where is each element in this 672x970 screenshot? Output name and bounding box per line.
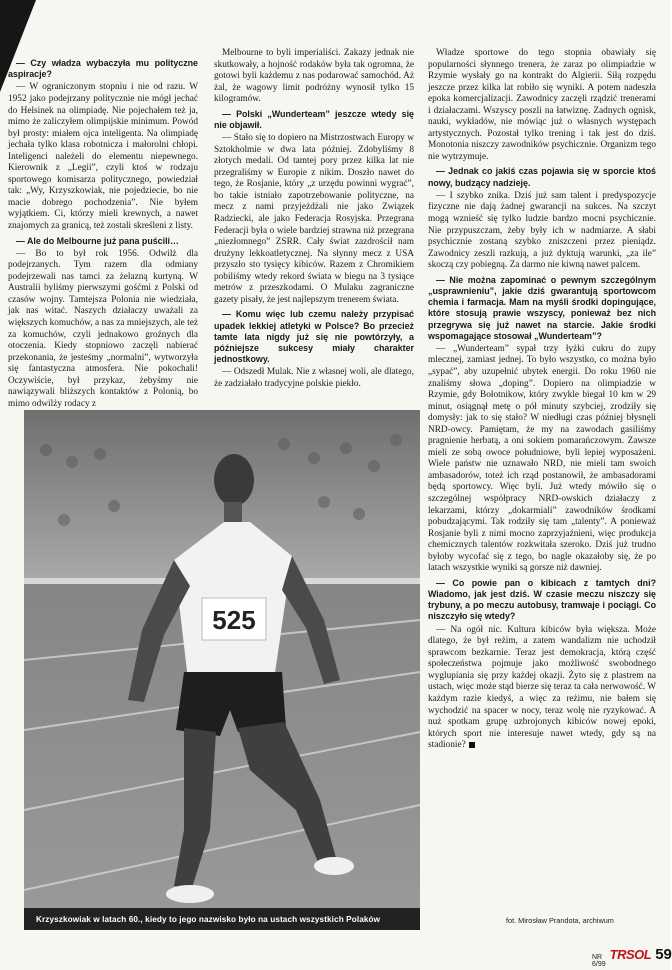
article-paragraph: — I szybko znika. Dziś już sam talent i predyspozycje fizyczne nie dają żadnej gwarancji na sukces. Na szczyt mogą wznieść się tylko ludzie bardzo mocni psychicznie. Nie przypuszczam, żeby były ich w nadmiarze. A słabi psychicznie zostaną szybko zniszczeni przez pieniądz. Zawodnicy zeszli razkują, a już dyktują warunki, „za ile” skoczą czy pobiegną. Za darmo nie kiwną nawet palcem. xyxy=(428,190,656,271)
page-number: 59 xyxy=(655,946,672,963)
article-paragraph: Melbourne to byli imperialiści. Zakazy jednak nie skutkowały, a hojność rodaków była tak ogromna, że gotowi byli każdemu z nas podarować samochód. Aż żal, że wagowy limit podróżny wynosił tylko 15 kilogramów. xyxy=(214,48,414,105)
magazine-logo: TRSOL xyxy=(609,947,652,962)
article-paragraph: — Bo to był rok 1956. Odwilż dla podejrzanych. Tym razem dla odmiany podejrzewali nas tamci za żelazną kurtyną. W Australii byliśmy pierwszymi gośćmi z Polski od czasów wojny. Tamtejsza Polonia nie wiedziała, jak nas witać. Naszych działaczy uważali za większych komuchów, a nas za mniejszych, ale też za komuchów, czyli jednakowo groźnych dla otoczenia. Kiedy stopniowo zaczęli nabierać przekonania, że jesteśmy „normalni”, wytworzyła się fantastyczna atmosfera. Nie pokochali! Oczywiście, był przykaz, żebyśmy nie nawiązywali bliższych kontaktów z Polonią, bo mimo odwilży rodacy z xyxy=(8,248,198,409)
photo-credit: fot. Mirosław Prandota, archiwum xyxy=(506,916,614,925)
column-2 xyxy=(214,48,414,391)
article-paragraph: Władze sportowe do tego stopnia obawiały się popularności słynnego trenera, że zaraz po olimpiadzie w Rzymie wysłały go na kontrakt do Algierii. Siłą rozpędu jeszcze przez kilka lat robiło się wyniki. A potem nadeszła epoka komercjalizacji. Zawodnicy zaczęli rządzić trenerami i działaczami. Wszyscy poszli na łatwiznę. Zadnych ognisk, nauki, wykładów, nie mówiąc już o własnych występach artystycznych. Pozostał tylko trening i tak jest do dziś. Monotonia niszczy zawodników psychicznie. Organizm tego nie wytrzymuje. xyxy=(428,48,656,162)
page-footer xyxy=(592,946,672,968)
runner-photo xyxy=(24,410,420,930)
interview-question: — Polski „Wunderteam” jeszcze wtedy się nie objawił. xyxy=(214,108,414,130)
article-paragraph: — W ograniczonym stopniu i nie od razu. W 1952 jako podejrzany politycznie nie mógł jechać do Helsinek na olimpiadę. Nie pojechałem też ja, mimo że zaliczyłem olimpijskie minimum. Powód był prosty: miałem ojca inteligenta. Na olimpiadę jechała tylko klasa robotnicza i małorolni chłopi. Inteligenci należeli do elementu niepewnego. Kierownik z „Legii”, czyli ktoś w rodzaju sportowego komisarza politycznego, powiedział tak: „Wy, Krzyszkowiak, nie pojedziecie, bo nie macie dobrego pochodzenia”. Nie byłem wyjątkiem. Ci, którzy mieli krewnych, a nawet znajomych za granicą, też zostali skreśleni z listy. xyxy=(8,82,198,231)
article-paragraph: — Odszedł Mulak. Nie z własnej woli, ale dlatego, że zadziałało tradycyjne polskie piekło. xyxy=(214,367,414,389)
article-paragraph: — Na ogół nic. Kultura kibiców była większa. Może dlatego, że był reżim, a zatem wandalizm nie uchodził sprawcom bezkarnie. Teraz jest demokracja, którą część społeczeństwa pojmuje jako możliwość swobodnego wyglupiania się przy każdej okazji. Żyto się z plastrem na ustach, więc może stąd bierze się teraz ta cała nerwowość. W każdym razie kiedyś, a więc za reżimu, nie bałem się wychodzić na spacer w nocy, teraz wolę nie ryzykować. A nuż spotkam grupę uzbrojonych kibiców nowej epoki, których sport nie interesuje nawet wtedy, gdy są na stadionie? xyxy=(428,624,657,751)
interview-question: — Co powie pan o kibicach z tamtych dni? Wiadomo, jak jest dziś. W czasie meczu niszczy się trybuny, a po meczu autobusy, tramwaje i pociągi. Co niszczyło się wtedy? xyxy=(428,577,656,622)
interview-question: — Czy władza wybaczyła mu polityczne aspiracje? xyxy=(8,58,198,80)
column-3 xyxy=(428,48,656,753)
issue-number: NR 6/99 xyxy=(592,954,606,968)
article-paragraph: — Stało się to dopiero na Mistrzostwach Europy w Sztokholmie w dwa lata później. Zdobyliśmy 8 złotych medali. Od tamtej pory przez kilka lat nie przegraliśmy w Europie z nikim. Doszło nawet do tego, że Rosjanie, który „z urzędu powinni wygrać”, bo takie istniało zapotrzebowanie polityczne, na mecz z nami przyjeżdżali nie jako Związek Radziecki, ale jako Federacja Rosyjska. Przegrana Federacji była o wiele bardziej strawna niż przegrana „niezłomnego” ZSRR. Cały świat zazdrościł nam drużyny lekkoatletycznej. Na słynny mecz z USA przyszło sto tysięcy kibiców. Razem z Chromikiem pobiliśmy wtedy rekord świata w biegu na 3 tysiące metrów z przeszkodami. O Mulaku zagraniczne gazety pisały, że jest najlepszym trenerem świata. xyxy=(214,133,414,305)
runner-photo-illustration xyxy=(24,410,420,930)
interview-question: — Nie można zapominać o pewnym szczególnym „usprawnieniu”, jakie dziś gwarantują sportowcom chemia i farmacja. Mam na myśli środki dopingujące, które stosują prawie wszyscy, ponieważ bez nich przegrywa się już nawet na starcie. Jakie środki wspomagające stosował „Wunderteam”? xyxy=(428,274,656,341)
interview-question: — Ale do Melbourne już pana puścili… xyxy=(16,235,179,246)
svg-text:525: 525 xyxy=(212,605,256,635)
article-paragraph: — „Wunderteam” sypał trzy łyżki cukru do zupy mlecznej, zamiast jednej. To było wszystko, co można było „sypać”, aby uzupełnić ubytek energii. Do roku 1960 nie znaliśmy słowa „doping”. Dopiero na olimpiadzie w Rzymie, gdy Bołotnikow, który zwykle biegał 10 km w 29 minut, osiągnął metę o pół minuty szybciej, zrodziły się domysły: jak to się stało? W niedługi czas później błysnęli NRD-owcy. Pamiętam, że my na zawodach gasiliśmy pragnienie herbatą, a oni sokiem pomarańczowym. Zawsze mieli ze sobą owoce południowe, byli lepiej wyposażeni. Wiele państw nie uznawało NRD, nie mieli tam swoich ambasadorów, toteż ich rząd postanowił, że ambasadorami będą sportowcy. Więc byli. Już wtedy mówiło się o szczególnej współpracy NRD-owskich działaczy z lekarzami, którzy „dokarmiali” zawodników środkami pobudzającymi. Tak rodziły się tam „talenty”. A ponieważ Rosjanie byli z nimi mocno zaprzyjaźnieni, więc produkcja chemicznych talentów rozkwitała szeroko. Dziś już trudno byłoby wycofać się z tego, bo nagle okazałoby się, że po latach wszystkie wyniki są gorsze niż dawniej. xyxy=(428,343,656,574)
photo-caption: Krzyszkowiak w latach 60., kiedy to jego nazwisko było na ustach wszystkich Polaków xyxy=(36,914,381,924)
interview-question: — Jednak co jakiś czas pojawia się w sporcie ktoś nowy, budzący nadzieję. xyxy=(428,166,656,188)
column-1 xyxy=(8,58,198,411)
photo-caption-bar xyxy=(24,908,420,930)
article-end-mark xyxy=(469,742,475,748)
interview-question: — Komu więc lub czemu należy przypisać upadek lekkiej atletyki w Polsce? Bo przecież tamte lata nigdy już się nie powtórzyły, a późniejsze sukcesy miały charakter jednostkowy. xyxy=(214,309,414,365)
